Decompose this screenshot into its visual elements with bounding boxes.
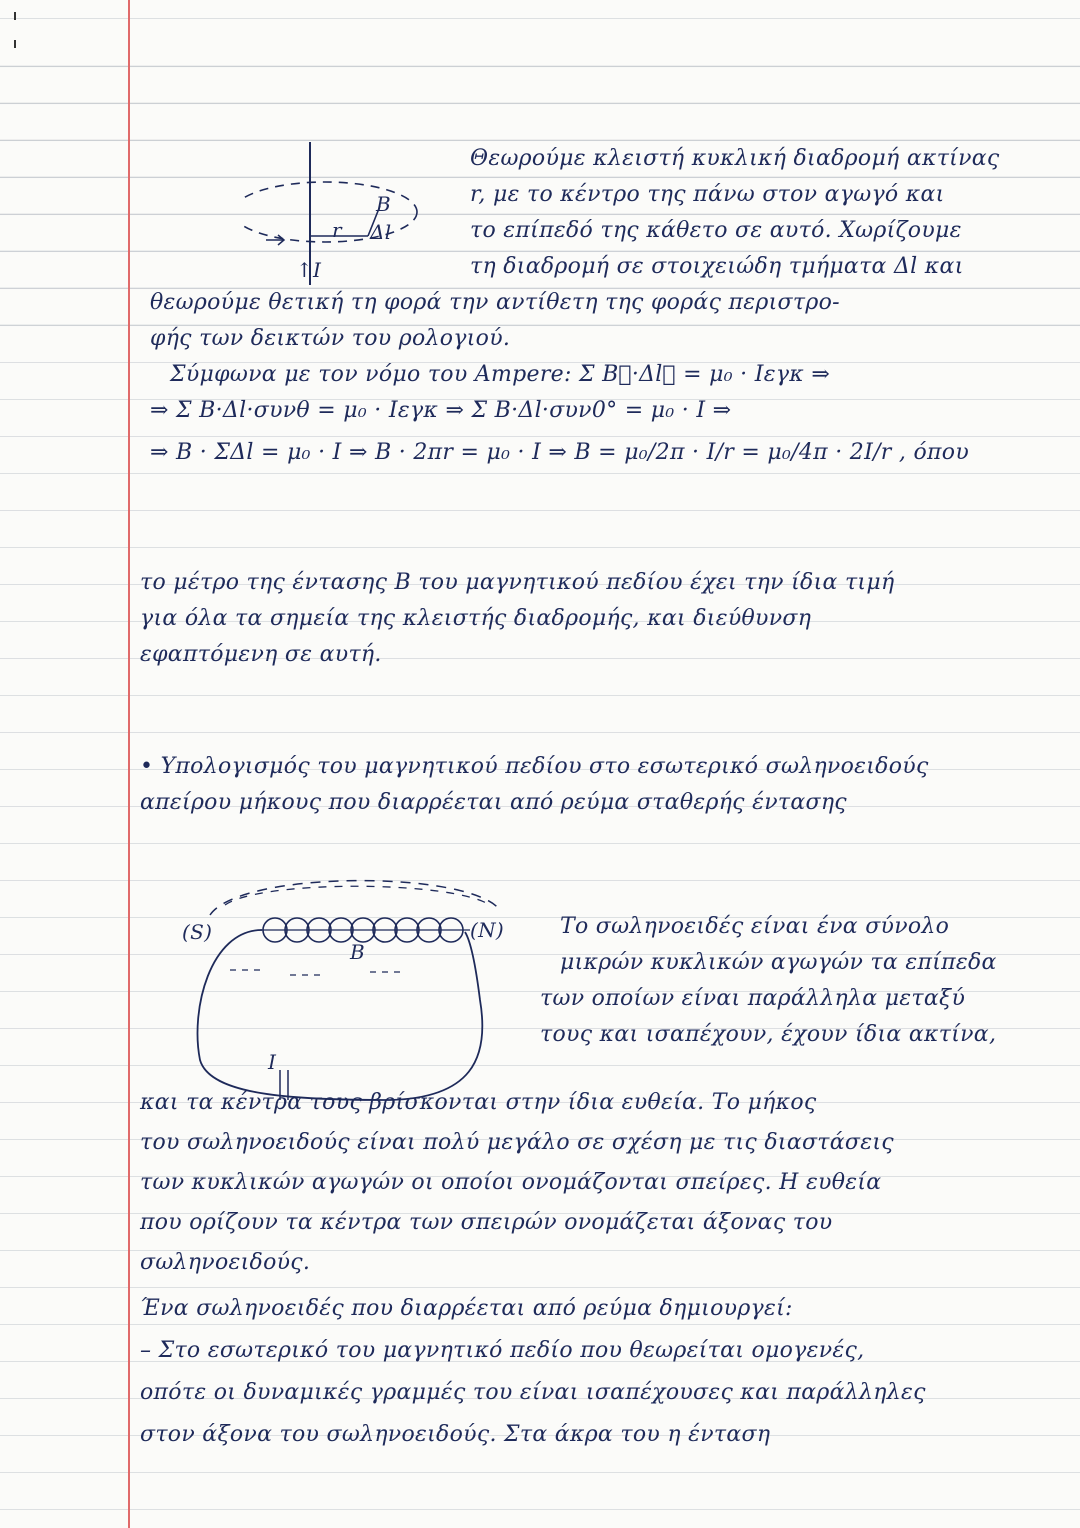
radius-label: r xyxy=(332,218,342,242)
solenoid-paragraph-line: σωληνοειδούς. xyxy=(140,1250,311,1275)
solenoid-line: των οποίων είναι παράλληλα μεταξύ xyxy=(540,986,966,1011)
conclusion-line: το μέτρο της έντασης B του μαγνητικού πεδίου έχει την ίδια τιμή xyxy=(140,570,895,595)
ampere-line: ⇒ Σ B·Δl·συνθ = μ₀ · Iεγκ ⇒ Σ B·Δl·συν0° = μ₀ · I ⇒ xyxy=(150,398,732,423)
solenoid-paragraph-line: που ορίζουν τα κέντρα των σπειρών ονομάζεται άξονας του xyxy=(140,1210,833,1235)
solenoid-line: τους και ισαπέχουν, έχουν ίδια ακτίνα, xyxy=(540,1022,997,1047)
solenoid-line: Το σωληνοειδές είναι ένα σύνολο xyxy=(560,914,950,939)
solenoid-paragraph-line: και τα κέντρα τους βρίσκονται στην ίδια ευθεία. Το μήκος xyxy=(140,1090,817,1115)
conclusion-line: εφαπτόμενη σε αυτή. xyxy=(140,642,382,667)
creates-line: στον άξονα του σωληνοειδούς. Στα άκρα του η ένταση xyxy=(140,1422,771,1447)
intro-line: τη διαδρομή σε στοιχειώδη τμήματα Δl και xyxy=(470,254,964,279)
south-pole-label: (S) xyxy=(182,920,213,944)
north-pole-label: (N) xyxy=(470,918,505,942)
edge-mark xyxy=(14,40,16,48)
direction-line: θεωρούμε θετική τη φορά την αντίθετη της φοράς περιστρο- xyxy=(150,290,840,315)
creates-line: οπότε οι δυναμικές γραμμές του είναι ισαπέχουσες και παράλληλες xyxy=(140,1380,926,1405)
dl-label: Δl xyxy=(370,220,392,244)
ampere-line: ⇒ B · ΣΔl = μ₀ · I ⇒ B · 2πr = μ₀ · I ⇒ B = μ₀/2π · I/r = μ₀/4π · 2I/r , όπου xyxy=(150,440,969,465)
wire-field-diagram xyxy=(240,140,460,290)
intro-line: r, με το κέντρο της πάνω στον αγωγό και xyxy=(470,182,945,207)
solenoid-paragraph-line: του σωληνοειδούς είναι πολύ μεγάλο σε σχέση με τις διαστάσεις xyxy=(140,1130,894,1155)
conclusion-line: για όλα τα σημεία της κλειστής διαδρομής, και διεύθυνση xyxy=(140,606,812,631)
solenoid-current-label: I xyxy=(268,1050,277,1074)
intro-line: το επίπεδό της κάθετο σε αυτό. Χωρίζουμε xyxy=(470,218,962,243)
section-heading: • Υπολογισμός του μαγνητικού πεδίου στο εσωτερικό σωληνοειδούς xyxy=(140,754,929,779)
creates-line: – Στο εσωτερικό του μαγνητικό πεδίο που θεωρείται ομογενές, xyxy=(140,1338,865,1363)
solenoid-diagram xyxy=(170,860,530,1110)
solenoid-paragraph-line: των κυκλικών αγωγών οι οποίοι ονομάζονται σπείρες. Η ευθεία xyxy=(140,1170,882,1195)
direction-line: φής των δεικτών του ρολογιού. xyxy=(150,326,511,351)
b-vector-label: B xyxy=(376,192,391,216)
creates-line: Ένα σωληνοειδές που διαρρέεται από ρεύμα δημιουργεί: xyxy=(140,1296,793,1321)
current-label: ↑I xyxy=(296,258,322,282)
margin-line xyxy=(128,0,130,1528)
edge-mark xyxy=(14,12,16,20)
ampere-line: Σύμφωνα με τον νόμο του Ampere: Σ B⃗·Δl⃗ = μ₀ · Iεγκ ⇒ xyxy=(170,362,831,387)
intro-line: Θεωρούμε κλειστή κυκλική διαδρομή ακτίνας xyxy=(470,146,1000,171)
b-field-label: B xyxy=(350,940,365,964)
solenoid-line: μικρών κυκλικών αγωγών τα επίπεδα xyxy=(560,950,997,975)
section-heading: απείρου μήκους που διαρρέεται από ρεύμα σταθερής έντασης xyxy=(140,790,847,815)
